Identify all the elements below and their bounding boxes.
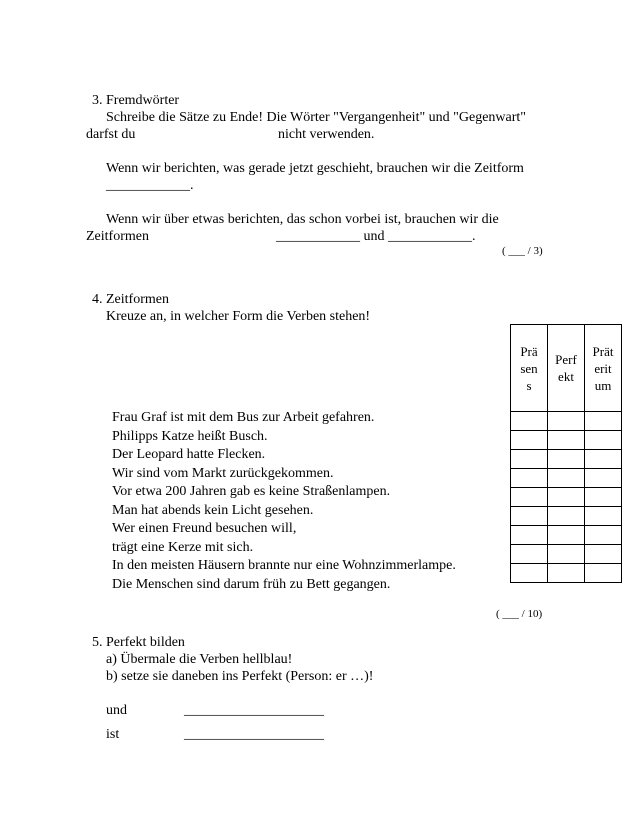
checkbox-cell[interactable]: [511, 564, 548, 583]
checkbox-cell[interactable]: [548, 469, 585, 488]
sentence-2: Philipps Katze heißt Busch.: [112, 429, 268, 444]
sentence-9: In den meisten Häusern brannte nur eine Wohnzimmerlampe.: [112, 558, 456, 573]
table-row: [511, 488, 622, 507]
checkbox-cell[interactable]: [585, 412, 622, 431]
section-4-title: 4. Zeitformen: [92, 292, 169, 307]
section-3-intro-line2a: darfst du: [86, 127, 136, 142]
section-3-sentence1-blank[interactable]: ____________.: [106, 178, 194, 193]
column-header-praeteritum: Präteritum: [585, 325, 622, 412]
section-3-title: 3. Fremdwörter: [92, 93, 180, 108]
checkbox-cell[interactable]: [585, 507, 622, 526]
checkbox-cell[interactable]: [548, 431, 585, 450]
section-3-intro-line1: Schreibe die Sätze zu Ende! Die Wörter "Vergangenheit" und "Gegenwart": [106, 110, 527, 125]
column-header-praesens: Präsens: [511, 325, 548, 412]
section-3-sentence2-line1: Wenn wir über etwas berichten, das schon vorbei ist, brauchen wir die: [106, 212, 499, 227]
checkbox-cell[interactable]: [511, 469, 548, 488]
sentence-6: Man hat abends kein Licht gesehen.: [112, 503, 314, 518]
sentence-3: Der Leopard hatte Flecken.: [112, 447, 266, 462]
table-row: [511, 412, 622, 431]
checkbox-cell[interactable]: [585, 488, 622, 507]
checkbox-cell[interactable]: [548, 545, 585, 564]
checkbox-cell[interactable]: [585, 431, 622, 450]
checkbox-cell[interactable]: [511, 545, 548, 564]
section-3-sentence2-line2a: Zeitformen: [86, 229, 149, 244]
section-3-intro-line2b: nicht verwenden.: [278, 127, 375, 142]
checkbox-cell[interactable]: [548, 412, 585, 431]
checkbox-cell[interactable]: [511, 526, 548, 545]
section-5-step-b: b) setze sie daneben ins Perfekt (Person: er …)!: [106, 669, 374, 684]
checkbox-cell[interactable]: [548, 564, 585, 583]
checkbox-cell[interactable]: [585, 450, 622, 469]
section-4-instruction: Kreuze an, in welcher Form die Verben stehen!: [106, 309, 371, 324]
section-3-sentence1-line1: Wenn wir berichten, was gerade jetzt geschieht, brauchen wir die Zeitform: [106, 161, 524, 176]
checkbox-cell[interactable]: [585, 469, 622, 488]
section-3-sentence2-blanks[interactable]: ____________ und ____________.: [276, 229, 476, 244]
table-row: [511, 469, 622, 488]
checkbox-cell[interactable]: [585, 564, 622, 583]
section-4-score: ( ___ / 10): [496, 608, 543, 620]
checkbox-cell[interactable]: [548, 450, 585, 469]
table-row: [511, 545, 622, 564]
verb-ist: ist: [106, 727, 120, 742]
table-row: [511, 450, 622, 469]
sentence-4: Wir sind vom Markt zurückgekommen.: [112, 466, 334, 481]
checkbox-cell[interactable]: [585, 545, 622, 564]
tense-checkbox-table: [510, 324, 622, 583]
verb-und: und: [106, 703, 127, 718]
sentence-1: Frau Graf ist mit dem Bus zur Arbeit gefahren.: [112, 410, 375, 425]
checkbox-cell[interactable]: [511, 431, 548, 450]
table-row: [511, 564, 622, 583]
table-row: [511, 507, 622, 526]
column-header-perfekt: Perfekt: [548, 325, 585, 412]
sentence-10: Die Menschen sind darum früh zu Bett gegangen.: [112, 577, 391, 592]
table-row: [511, 526, 622, 545]
checkbox-cell[interactable]: [511, 450, 548, 469]
checkbox-cell[interactable]: [511, 507, 548, 526]
section-5-title: 5. Perfekt bilden: [92, 635, 185, 650]
section-5-step-a: a) Übermale die Verben hellblau!: [106, 652, 293, 667]
checkbox-cell[interactable]: [548, 526, 585, 545]
checkbox-cell[interactable]: [511, 412, 548, 431]
section-3-score: ( ___ / 3): [502, 245, 543, 257]
checkbox-cell[interactable]: [511, 488, 548, 507]
checkbox-cell[interactable]: [548, 488, 585, 507]
sentence-7: Wer einen Freund besuchen will,: [112, 521, 297, 536]
sentence-5: Vor etwa 200 Jahren gab es keine Straßenlampen.: [112, 484, 391, 499]
checkbox-cell[interactable]: [585, 526, 622, 545]
perfekt-blank-und[interactable]: ____________________: [184, 703, 324, 718]
sentence-8: trägt eine Kerze mit sich.: [112, 540, 254, 555]
table-row: [511, 431, 622, 450]
checkbox-cell[interactable]: [548, 507, 585, 526]
perfekt-blank-ist[interactable]: ____________________: [184, 727, 324, 742]
